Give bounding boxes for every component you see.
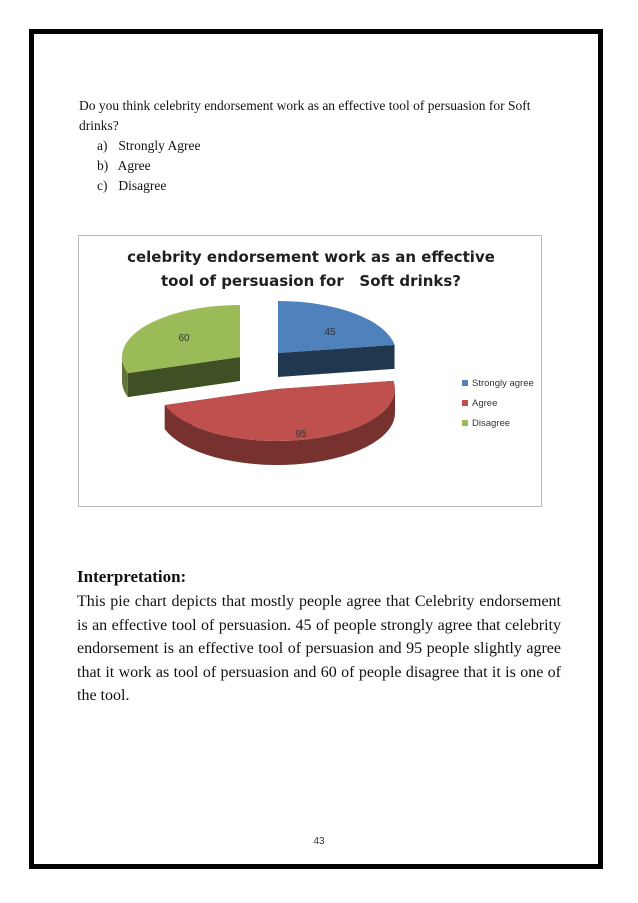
option-letter: a) bbox=[97, 138, 108, 153]
chart-title-line-2: tool of persuasion for Soft drinks? bbox=[161, 272, 461, 290]
legend-label: Disagree bbox=[472, 417, 511, 429]
option-letter: b) bbox=[97, 158, 109, 173]
chart-title-line-1: celebrity endorsement work as an effective bbox=[127, 248, 495, 266]
legend-item-disagree bbox=[462, 413, 534, 433]
pie-slice-strongly-agree bbox=[278, 301, 395, 353]
interpretation-heading: Interpretation: bbox=[77, 567, 187, 586]
option-a bbox=[97, 136, 201, 156]
data-label-agree: 95 bbox=[295, 429, 307, 440]
option-label: Agree bbox=[117, 158, 151, 173]
option-label: Disagree bbox=[118, 178, 167, 193]
data-label-strongly-agree: 45 bbox=[324, 327, 336, 338]
option-b bbox=[97, 156, 201, 176]
chart-legend bbox=[462, 373, 534, 433]
legend-item-strongly-agree bbox=[462, 373, 534, 393]
answer-options bbox=[97, 136, 201, 196]
page-number: 43 bbox=[313, 836, 325, 847]
survey-question: Do you think celebrity endorsement work as an effective tool of persuasion for Soft drinks? bbox=[79, 98, 531, 133]
option-c bbox=[97, 176, 201, 196]
legend-swatch bbox=[462, 380, 468, 386]
legend-swatch bbox=[462, 400, 468, 406]
option-label: Strongly Agree bbox=[118, 138, 201, 153]
legend-label: Agree bbox=[472, 397, 498, 409]
option-letter: c) bbox=[97, 178, 108, 193]
legend-item-agree bbox=[462, 393, 534, 413]
interpretation-body: This pie chart depicts that mostly people agree that Celebrity endorsement is an effective tool of persuasion. 45 of people strongly agree that celebrity endorsement is an effective tool of persuasion and 95 people slightly agree that it work as tool of persuasion and 60 of people disagree that it is one of the tool. bbox=[77, 593, 561, 704]
pie-chart bbox=[78, 235, 542, 507]
legend-swatch bbox=[462, 420, 468, 426]
legend-label: Strongly agree bbox=[472, 377, 534, 389]
pie-chart-canvas bbox=[79, 236, 543, 508]
data-label-disagree: 60 bbox=[178, 333, 190, 344]
